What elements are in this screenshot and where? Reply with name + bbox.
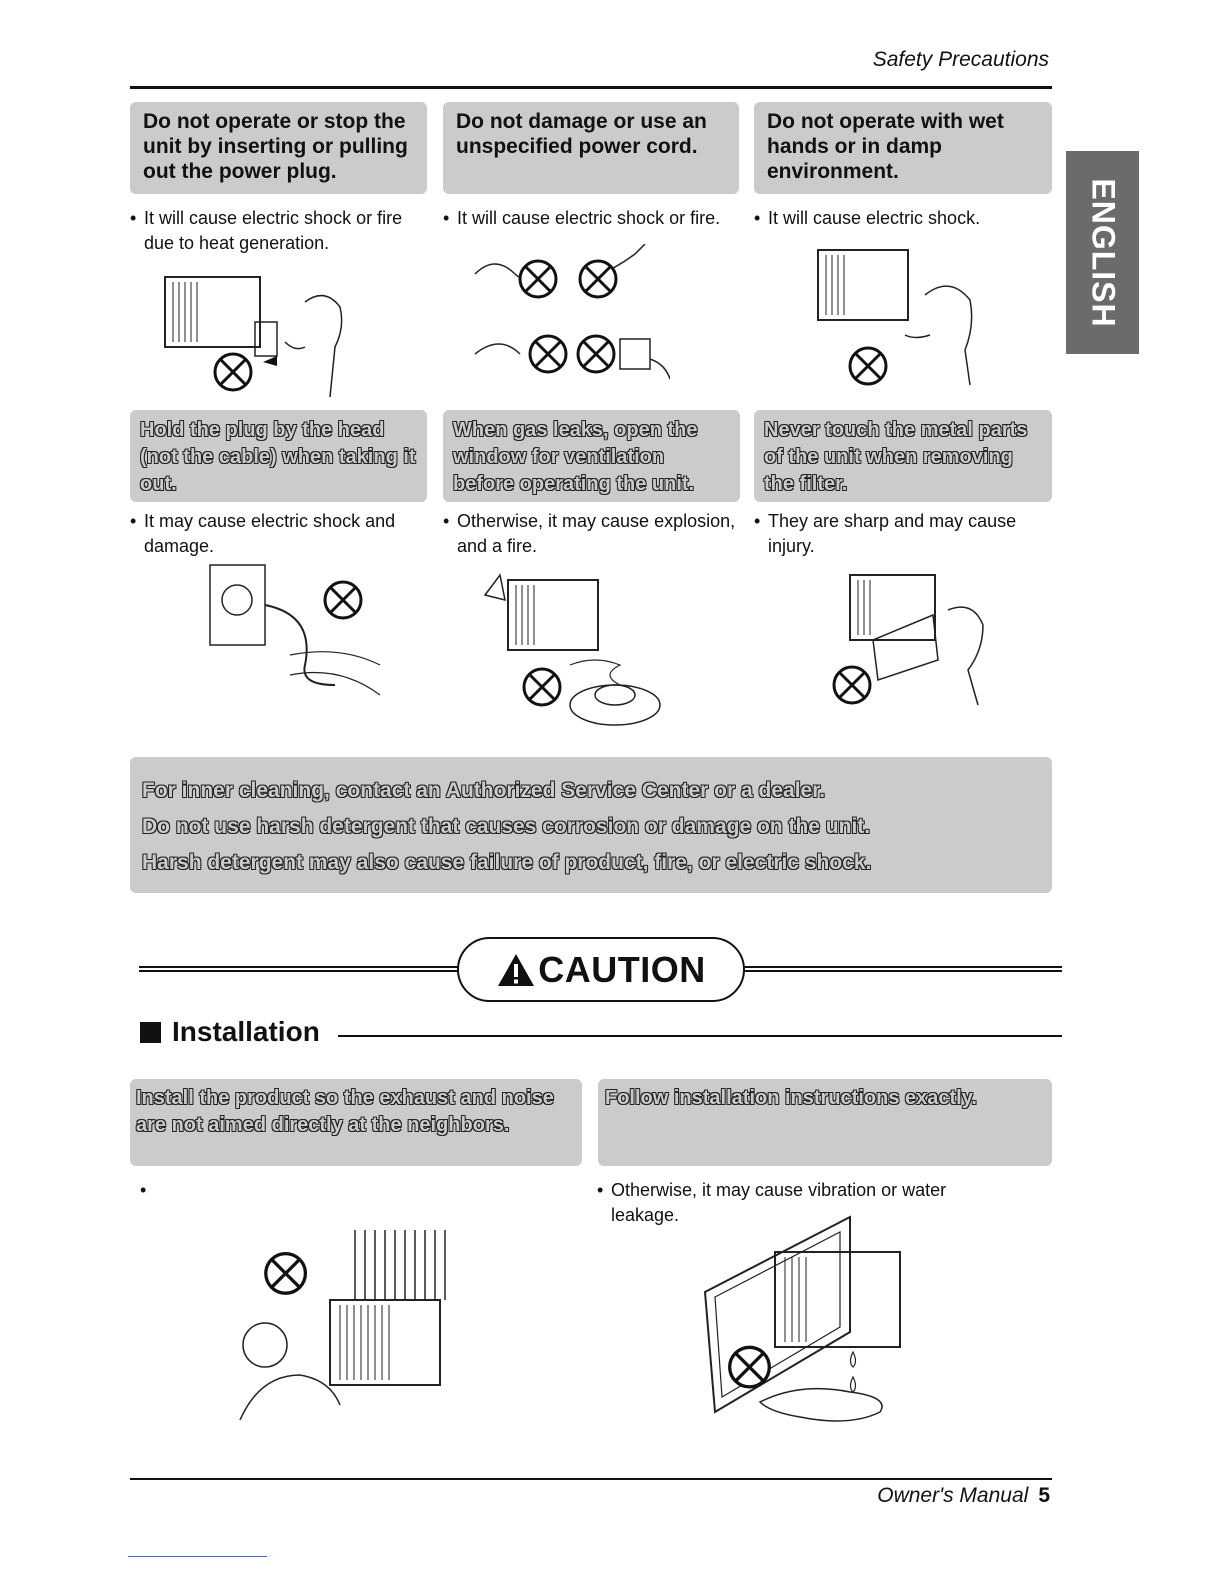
warning-box-power-cord [443,102,739,194]
warning-box-power-plug [130,102,427,194]
warning-heading: When gas leaks, open the window for ventilation before operating the unit. [453,419,698,495]
caution-rule-left [139,966,459,972]
warning-heading: Hold the plug by the head (not the cable) when taking it out. [140,419,416,495]
language-tab-label: ENGLISH [1085,177,1121,328]
installation-rule [338,1035,1062,1037]
illustration-water-leakage [700,1212,945,1432]
page-section-title: Safety Precautions [872,48,1049,71]
page-number: 5 [1038,1484,1050,1507]
prohibited-icon [730,1347,770,1387]
caution-heading: Follow installation instructions exactly. [605,1087,977,1109]
warning-bullet: • It will cause electric shock. [754,208,981,228]
illustration-damaged-cords [470,244,670,384]
square-bullet-icon [140,1022,161,1043]
prohibited-icon [580,261,616,297]
illustration-unplugging-unit [155,262,365,402]
footer-manual-label: Owner's Manual [877,1484,1029,1507]
illustration-pulling-cable [180,545,400,700]
warning-heading: Do not operate with wet hands or in damp environment. [767,110,1004,183]
prohibited-icon [530,336,566,372]
warning-heading: Do not operate or stop the unit by inserting or pulling out the power plug. [143,110,408,183]
header-rule [130,86,1052,89]
link-underline [128,1556,267,1557]
caution-rule-right [743,966,1062,972]
warning-box-wet-hands [754,102,1052,194]
caution-banner [457,937,745,1002]
illustration-removing-filter [828,570,998,710]
warning-box-gas-leak [443,410,740,502]
warning-triangle-icon [496,952,536,988]
warning-heading: Do not damage or use an unspecified power cord. [456,110,707,158]
cleaning-notice-line: For inner cleaning, contact an Authorized Service Center or a dealer. [142,779,826,802]
footer [877,1484,1050,1508]
warning-box-metal-parts [754,410,1052,502]
footer-rule [130,1478,1052,1480]
prohibited-icon [834,667,870,703]
prohibited-icon [524,669,560,705]
prohibited-icon [578,336,614,372]
warning-bullet: • Otherwise, it may cause explosion, and a fire. [443,511,736,556]
prohibited-icon [266,1254,306,1294]
language-tab [1066,151,1139,354]
installation-heading [140,1016,320,1048]
caution-box-exhaust [130,1079,582,1166]
prohibited-icon [215,354,251,390]
illustration-gas-leak [480,555,670,740]
cleaning-notice-line: Do not use harsh detergent that causes corrosion or damage on the unit. [142,815,871,838]
warning-bullet: • They are sharp and may cause injury. [754,511,1017,556]
installation-title: Installation [172,1016,320,1047]
prohibited-icon [850,348,886,384]
warning-bullet: • It will cause electric shock or fire. [443,208,721,228]
warning-heading: Never touch the metal parts of the unit when removing the filter. [764,419,1028,495]
caution-label: CAUTION [538,948,706,990]
warning-box-hold-plug [130,410,427,502]
caution-heading: Install the product so the exhaust and noise are not aimed directly at the neighbors. [136,1087,554,1136]
illustration-exhaust-neighbor [235,1225,465,1435]
caution-bullet: • Otherwise, it may cause vibration or water leakage. [597,1180,947,1225]
caution-box-follow-instructions [598,1079,1052,1166]
warning-bullet: • It will cause electric shock or fire due to heat generation. [130,208,403,253]
warning-bullet: • It may cause electric shock and damage. [130,511,396,556]
prohibited-icon [520,261,556,297]
cleaning-notice-line: Harsh detergent may also cause failure of product, fire, or electric shock. [142,851,872,874]
cleaning-notice-box [130,757,1052,893]
prohibited-icon [325,582,361,618]
illustration-wet-hands [810,240,990,390]
